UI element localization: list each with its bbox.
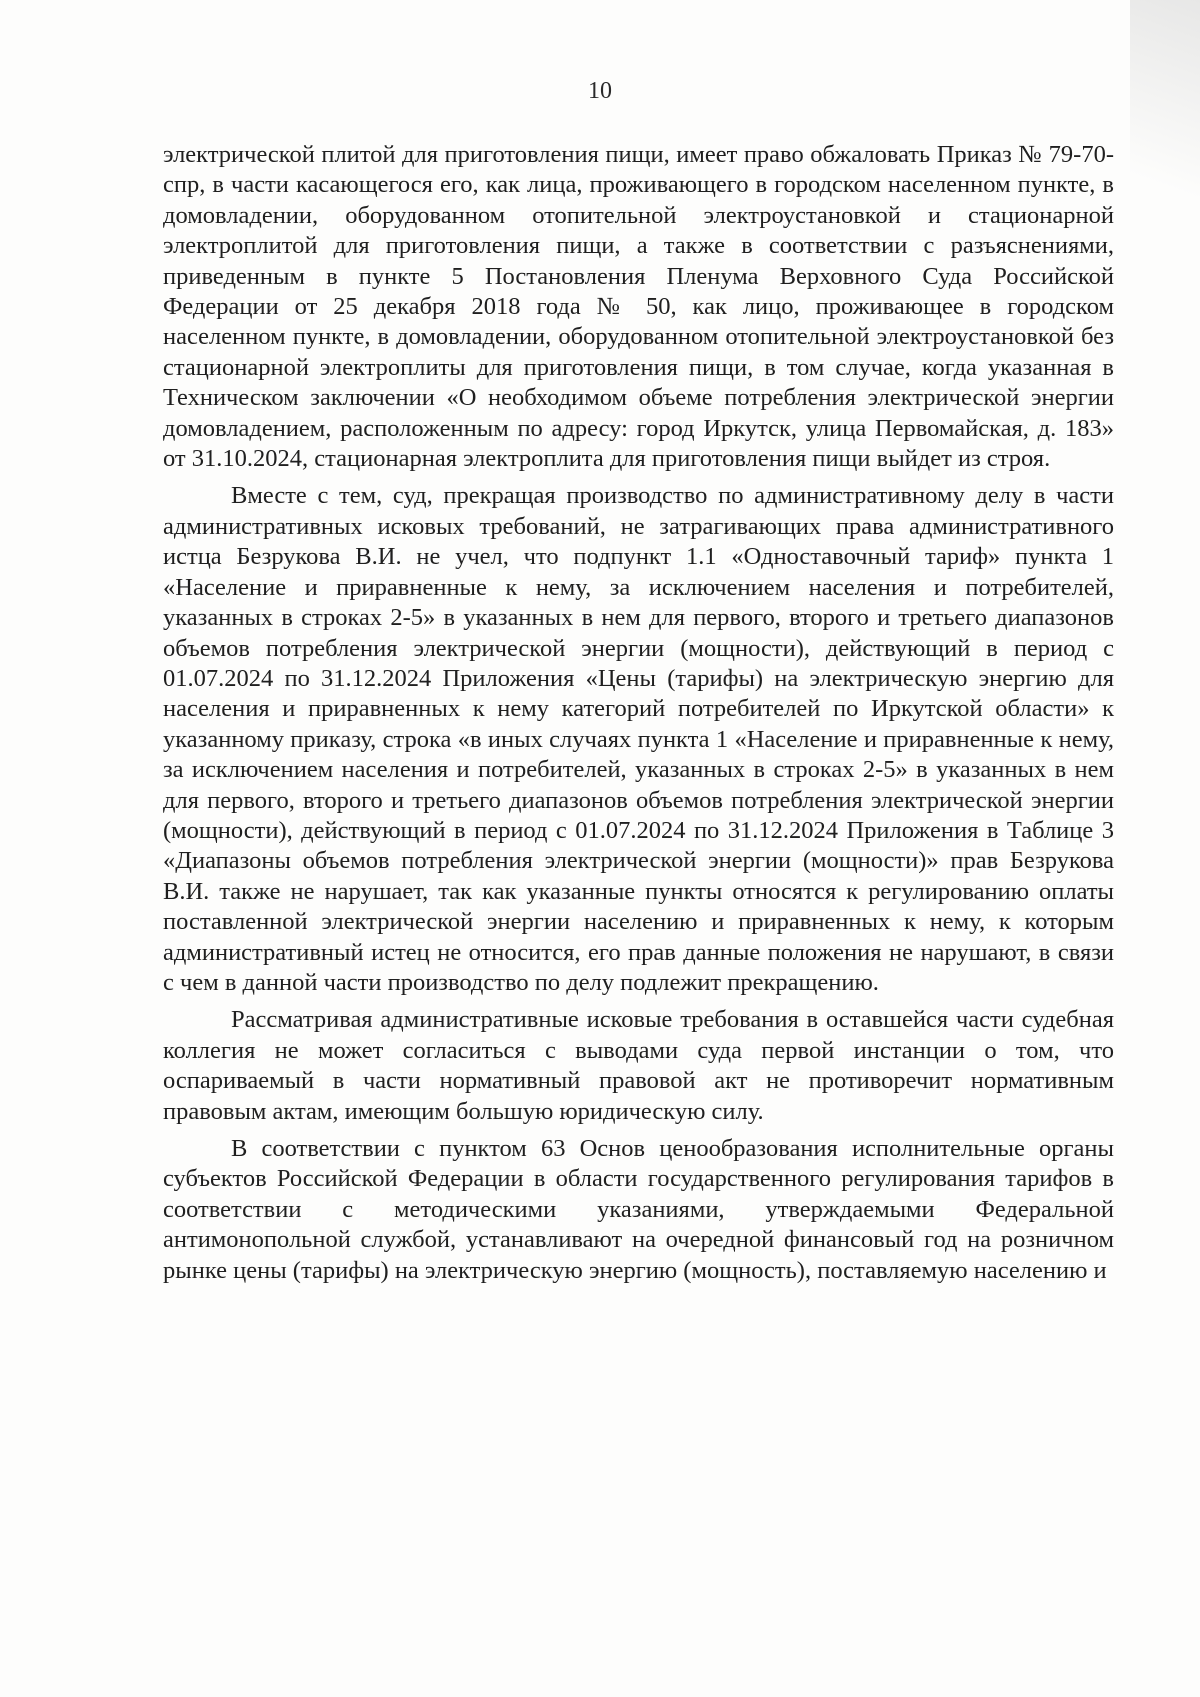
document-body [163,140,1114,1293]
paragraph-pricing-basis: В соответствии с пунктом 63 Основ ценообразования исполнительные органы субъектов Российской Федерации в области государственного регулирования тарифов в соответствии с методическими указаниями, утверждаемыми Федеральной антимонопольной службой, устанавливают на очередной финансовый год на розничном рынке цены (тарифы) на электрическую энергию (мощность), поставляемую населению и [163,1135,1114,1284]
scan-edge-shadow [1130,0,1200,260]
paragraph-remaining-claims: Рассматривая административные исковые требования в оставшейся части судебная коллегия не может согласиться с выводами суда первой инстанции о том, что оспариваемый в части нормативный правовой акт не противоречит нормативным правовым актам, имеющим большую юридическую силу. [163,1006,1114,1125]
paragraph-court-termination: Вместе с тем, суд, прекращая производство по административному делу в части административных исковых требований, не затрагивающих права административного истца Безрукова В.И. не учел, что подпункт 1.1 «Одноставочный тариф» пункта 1 «Население и приравненные к нему, за исключением населения и потребителей, указанных в строках 2-5» в указанных в нем для первого, второго и третьего диапазонов объемов потребления электрической энергии (мощности), действующий в период с 01.07.2024 по 31.12.2024 Приложения «Цены (тарифы) на электрическую энергию для населения и приравненных к нему категорий потребителей по Иркутской области» к указанному приказу, строка «в иных случаях пункта 1 «Население и приравненные к нему, за исключением населения и потребителей, указанных в строках 2-5» в указанных в нем для первого, второго и третьего диапазонов объемов потребления электрической энергии (мощности), действующий в период с 01.07.2024 по 31.12.2024 Приложения в Таблице 3 «Диапазоны объемов потребления электрической энергии (мощности)» прав Безрукова В.И. также не нарушает, так как указанные пункты относятся к регулированию оплаты поставленной электрической энергии населению и приравненных к нему, к которым административный истец не относится, его прав данные положения не нарушают, в связи с чем в данной части производство по делу подлежит прекращению. [163,482,1114,996]
paragraph-continuation: электрической плитой для приготовления пищи, имеет право обжаловать Приказ № 79-70-спр, в части касающегося его, как лица, проживающего в городском населенном пункте, в домовладении, оборудованном отопительной электроустановкой и стационарной электроплитой для приготовления пищи, а также в соответствии с разъяснениями, приведенным в пункте 5 Постановления Пленума Верховного Суда Российской Федерации от 25 декабря 2018 года № 50, как лицо, проживающее в городском населенном пункте, в домовладении, оборудованном отопительной электроустановкой без стационарной электроплиты для приготовления пищи, в том случае, когда указанная в Техническом заключении «О необходимом объеме потребления электрической энергии домовладением, расположенным по адресу: город Иркутск, улица Первомайская, д. 183» от 31.10.2024, стационарная электроплита для приготовления пищи выйдет из строя. [163,141,1114,473]
page-number: 10 [588,78,612,104]
